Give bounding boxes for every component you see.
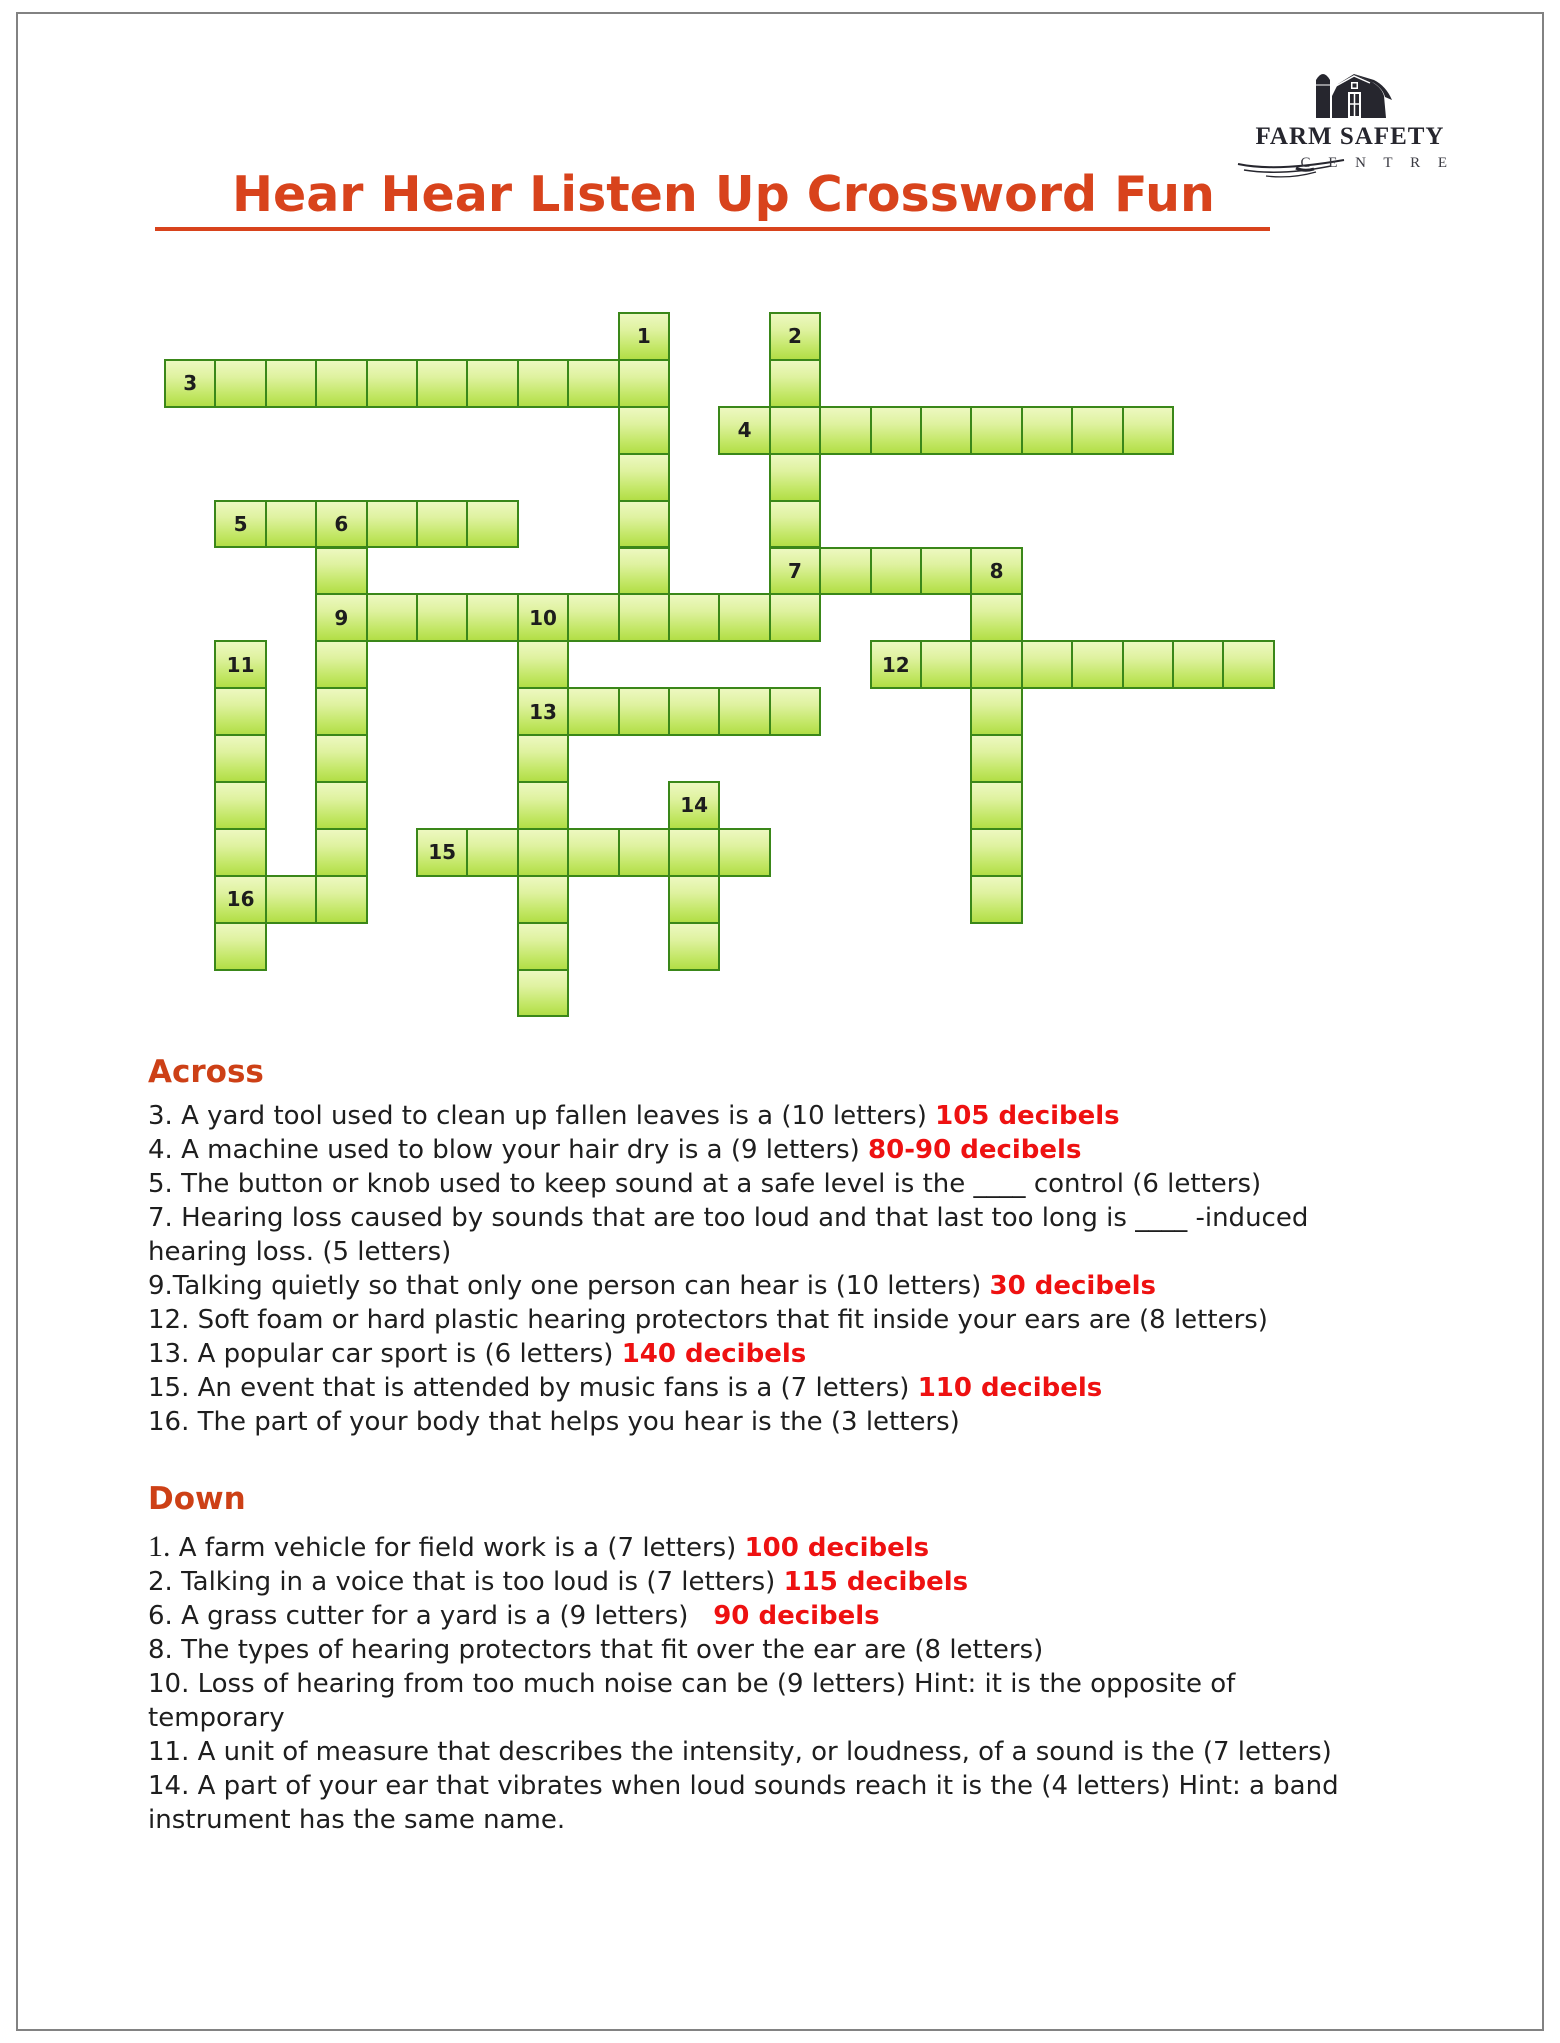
grid-cell[interactable] bbox=[718, 406, 770, 455]
grid-cell[interactable] bbox=[315, 828, 367, 877]
grid-cell[interactable] bbox=[567, 687, 619, 736]
grid-cell[interactable] bbox=[769, 687, 821, 736]
grid-cell[interactable] bbox=[416, 593, 468, 642]
grid-cell[interactable] bbox=[416, 828, 468, 877]
grid-cell[interactable] bbox=[517, 922, 569, 971]
grid-cell[interactable] bbox=[668, 781, 720, 830]
grid-cell[interactable] bbox=[668, 875, 720, 924]
grid-cell[interactable] bbox=[870, 640, 922, 689]
grid-cell[interactable] bbox=[517, 828, 569, 877]
cell-number: 9 bbox=[334, 605, 349, 630]
across-clue-line: 4. A machine used to blow your hair dry is a (9 letters) 80-90 decibels bbox=[148, 1135, 1082, 1165]
grid-cell[interactable] bbox=[1122, 640, 1174, 689]
decibel-note: 105 decibels bbox=[935, 1101, 1120, 1131]
grid-cell[interactable] bbox=[315, 547, 367, 596]
down-clue-line: temporary bbox=[148, 1703, 285, 1733]
grid-cell[interactable] bbox=[517, 640, 569, 689]
grid-cell[interactable] bbox=[466, 500, 518, 549]
across-clue-line: 9.Talking quietly so that only one person can hear is (10 letters) 30 decibels bbox=[148, 1271, 1156, 1301]
decibel-note: 100 decibels bbox=[744, 1533, 930, 1563]
grid-cell[interactable] bbox=[1021, 640, 1073, 689]
across-clue-line: 15. An event that is attended by music fans is a (7 letters) 110 decibels bbox=[148, 1373, 1103, 1403]
decibel-note: 115 decibels bbox=[783, 1567, 969, 1597]
cell-number: 3 bbox=[183, 371, 198, 396]
down-clue-line: 2. Talking in a voice that is too loud is (7 letters) 115 decibels bbox=[148, 1567, 969, 1597]
grid-cell[interactable] bbox=[769, 359, 821, 408]
grid-cell[interactable] bbox=[517, 359, 569, 408]
grid-cell[interactable] bbox=[517, 875, 569, 924]
decibel-note: 110 decibels bbox=[917, 1373, 1103, 1403]
down-clue-line: 6. A grass cutter for a yard is a (9 letters) 90 decibels bbox=[148, 1601, 880, 1631]
grid-cell[interactable] bbox=[718, 593, 770, 642]
grid-cell[interactable] bbox=[618, 453, 670, 502]
cell-number: 10 bbox=[529, 605, 557, 630]
grid-cell[interactable] bbox=[769, 500, 821, 549]
cell-number: 14 bbox=[680, 793, 709, 818]
grid-cell[interactable] bbox=[618, 547, 670, 596]
grid-cell[interactable] bbox=[517, 593, 569, 642]
grid-cell[interactable] bbox=[466, 593, 518, 642]
grid-cell[interactable] bbox=[214, 500, 266, 549]
grid-cell[interactable] bbox=[970, 593, 1022, 642]
grid-cell[interactable] bbox=[718, 687, 770, 736]
grid-cell[interactable] bbox=[668, 593, 720, 642]
grid-cell[interactable] bbox=[870, 406, 922, 455]
decibel-note: 80-90 decibels bbox=[868, 1135, 1082, 1165]
grid-cell[interactable] bbox=[265, 500, 317, 549]
logo-centre-text: C E N T R E bbox=[1300, 155, 1454, 171]
cell-number: 13 bbox=[529, 699, 557, 724]
grid-cell[interactable] bbox=[1071, 640, 1123, 689]
grid-cell[interactable] bbox=[618, 828, 670, 877]
grid-cell[interactable] bbox=[214, 828, 266, 877]
grid-cell[interactable] bbox=[214, 359, 266, 408]
down-clue-line: 10. Loss of hearing from too much noise can be (9 letters) Hint: it is the opposite of bbox=[148, 1669, 1236, 1699]
grid-cell[interactable] bbox=[517, 969, 569, 1018]
grid-cell[interactable] bbox=[466, 359, 518, 408]
grid-cell[interactable] bbox=[466, 828, 518, 877]
grid-cell[interactable] bbox=[618, 359, 670, 408]
grid-cell[interactable] bbox=[920, 406, 972, 455]
grid-cell[interactable] bbox=[315, 640, 367, 689]
grid-cell[interactable] bbox=[970, 828, 1022, 877]
across-clue-line: hearing loss. (5 letters) bbox=[148, 1237, 452, 1267]
cell-number: 15 bbox=[428, 840, 457, 865]
cell-number: 16 bbox=[226, 887, 255, 912]
grid-cell[interactable] bbox=[416, 500, 468, 549]
grid-cell[interactable] bbox=[970, 734, 1022, 783]
grid-cell[interactable] bbox=[366, 593, 418, 642]
grid-cell[interactable] bbox=[265, 359, 317, 408]
grid-cell[interactable] bbox=[1172, 640, 1224, 689]
grid-cell[interactable] bbox=[618, 312, 670, 361]
grid-cell[interactable] bbox=[970, 547, 1022, 596]
grid-cell[interactable] bbox=[265, 875, 317, 924]
cell-number: 8 bbox=[989, 558, 1004, 583]
down-clue-line: 11. A unit of measure that describes the intensity, or loudness, of a sound is the (7 letters) bbox=[148, 1737, 1332, 1767]
grid-cell[interactable] bbox=[214, 640, 266, 689]
cell-number: 1 bbox=[636, 324, 651, 349]
grid-cell[interactable] bbox=[970, 687, 1022, 736]
cell-number: 5 bbox=[233, 512, 248, 537]
grid-cell[interactable] bbox=[315, 687, 367, 736]
across-clue-line: 16. The part of your body that helps you hear is the (3 letters) bbox=[148, 1407, 960, 1437]
grid-cell[interactable] bbox=[315, 734, 367, 783]
grid-cell[interactable] bbox=[214, 687, 266, 736]
grid-cell[interactable] bbox=[315, 781, 367, 830]
grid-cell[interactable] bbox=[718, 828, 770, 877]
grid-cell[interactable] bbox=[970, 875, 1022, 924]
farm-safety-logo bbox=[1240, 64, 1460, 178]
grid-cell[interactable] bbox=[567, 593, 619, 642]
grid-cell[interactable] bbox=[668, 687, 720, 736]
grid-cell[interactable] bbox=[416, 359, 468, 408]
decibel-note: 30 decibels bbox=[989, 1271, 1156, 1301]
grid-cell[interactable] bbox=[769, 547, 821, 596]
down-clue-line: 14. A part of your ear that vibrates when loud sounds reach it is the (4 letters) Hint: a band bbox=[148, 1771, 1339, 1801]
across-heading: Across bbox=[148, 1054, 264, 1090]
across-clue-line: 12. Soft foam or hard plastic hearing protectors that fit inside your ears are (8 letters) bbox=[148, 1305, 1268, 1335]
grid-cell[interactable] bbox=[366, 500, 418, 549]
across-clue-list bbox=[148, 1099, 1508, 1439]
grid-cell[interactable] bbox=[315, 593, 367, 642]
across-clue-line: 7. Hearing loss caused by sounds that are too loud and that last too long is ____ -induced bbox=[148, 1203, 1309, 1233]
grid-cell[interactable] bbox=[970, 781, 1022, 830]
grid-cell[interactable] bbox=[920, 547, 972, 596]
grid-cell[interactable] bbox=[517, 734, 569, 783]
cell-number: 11 bbox=[226, 652, 255, 677]
grid-cell[interactable] bbox=[769, 406, 821, 455]
decibel-note: 140 decibels bbox=[621, 1339, 807, 1369]
grid-cell[interactable] bbox=[668, 828, 720, 877]
grid-cell[interactable] bbox=[517, 687, 569, 736]
grid-cell[interactable] bbox=[315, 500, 367, 549]
cell-number: 4 bbox=[737, 418, 752, 443]
grid-cell[interactable] bbox=[970, 640, 1022, 689]
down-clue-list bbox=[148, 1530, 1508, 1837]
grid-cell[interactable] bbox=[1071, 406, 1123, 455]
grid-cell[interactable] bbox=[214, 922, 266, 971]
grid-cell[interactable] bbox=[1222, 640, 1274, 689]
grid-cell[interactable] bbox=[567, 359, 619, 408]
grid-cell[interactable] bbox=[970, 406, 1022, 455]
page-title: Hear Hear Listen Up Crossword Fun bbox=[232, 166, 1215, 223]
grid-cell[interactable] bbox=[819, 406, 871, 455]
grid-cell[interactable] bbox=[819, 547, 871, 596]
title-underline bbox=[155, 227, 1270, 231]
across-clue-line: 3. A yard tool used to clean up fallen leaves is a (10 letters) 105 decibels bbox=[148, 1101, 1120, 1131]
grid-cell[interactable] bbox=[1122, 406, 1174, 455]
grid-cell[interactable] bbox=[315, 359, 367, 408]
grid-cell[interactable] bbox=[164, 359, 216, 408]
logo-farm-safety-text: FARM SAFETY bbox=[1255, 123, 1445, 150]
grid-cell[interactable] bbox=[668, 922, 720, 971]
cell-number: 6 bbox=[334, 512, 349, 537]
across-clue-line: 5. The button or knob used to keep sound at a safe level is the ____ control (6 letters) bbox=[148, 1169, 1262, 1199]
grid-cell[interactable] bbox=[920, 640, 972, 689]
grid-cell[interactable] bbox=[618, 500, 670, 549]
grid-cell[interactable] bbox=[618, 593, 670, 642]
barn-icon bbox=[1302, 64, 1398, 124]
grid-cell[interactable] bbox=[315, 875, 367, 924]
down-heading: Down bbox=[148, 1481, 246, 1517]
grid-cell[interactable] bbox=[214, 875, 266, 924]
across-clue-line: 13. A popular car sport is (6 letters) 140 decibels bbox=[148, 1339, 807, 1369]
grid-cell[interactable] bbox=[366, 359, 418, 408]
down-clue-line: 8. The types of hearing protectors that fit over the ear are (8 letters) bbox=[148, 1635, 1044, 1665]
grid-cell[interactable] bbox=[618, 687, 670, 736]
grid-cell[interactable] bbox=[618, 406, 670, 455]
grid-cell[interactable] bbox=[567, 828, 619, 877]
grid-cell[interactable] bbox=[769, 312, 821, 361]
grid-cell[interactable] bbox=[214, 781, 266, 830]
cell-number: 7 bbox=[788, 558, 802, 583]
cell-number: 12 bbox=[881, 652, 910, 677]
grid-cell[interactable] bbox=[870, 547, 922, 596]
grid-cell[interactable] bbox=[1021, 406, 1073, 455]
clue-number-serif: 1. bbox=[148, 1530, 171, 1563]
down-clue-line: 1. A farm vehicle for field work is a (7 letters) 100 decibels bbox=[148, 1530, 930, 1563]
grid-cell[interactable] bbox=[769, 593, 821, 642]
decibel-note: 90 decibels bbox=[713, 1601, 880, 1631]
grid-cell[interactable] bbox=[517, 781, 569, 830]
grid-cell[interactable] bbox=[214, 734, 266, 783]
cell-number: 2 bbox=[788, 324, 802, 349]
grid-cell[interactable] bbox=[769, 453, 821, 502]
down-clue-line: instrument has the same name. bbox=[148, 1805, 566, 1835]
